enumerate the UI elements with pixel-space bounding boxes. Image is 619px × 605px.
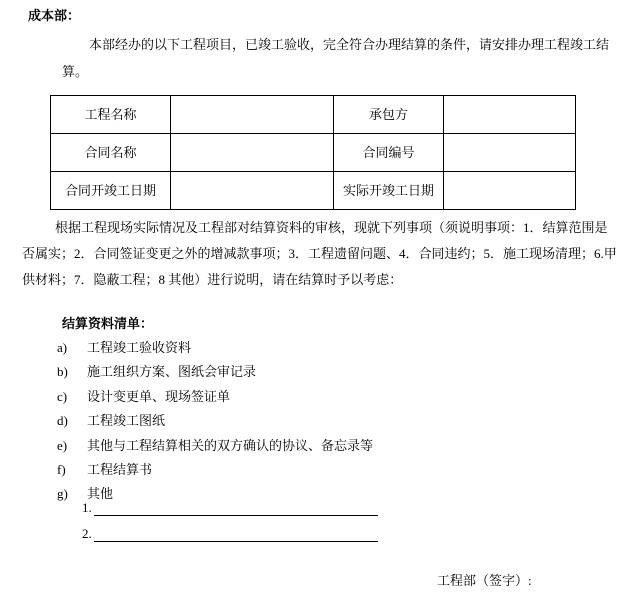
- checklist-item-d-marker: d): [57, 413, 68, 428]
- value-actual-dates[interactable]: [444, 172, 576, 210]
- checklist-item-b-text: 施工组织方案、图纸会审记录: [87, 364, 257, 379]
- value-contract-number[interactable]: [444, 134, 576, 172]
- checklist-item-c-text: 设计变更单、现场签证单: [87, 389, 231, 404]
- other-blank-1-marker: 1.: [82, 500, 92, 515]
- label-actual-dates: 实际开竣工日期: [334, 172, 444, 210]
- other-blank-2: [82, 527, 378, 542]
- label-project-name: 工程名称: [51, 96, 171, 134]
- checklist-item-b-marker: b): [57, 364, 68, 379]
- department-heading: 成本部：: [28, 8, 81, 23]
- checklist-item-b: [57, 364, 256, 380]
- checklist-item-d: [57, 413, 165, 429]
- intro-line-1: 本部经办的以下工程项目，已竣工验收，完全符合办理结算的条件，请安排办理工程竣工结: [89, 37, 610, 52]
- notes-line-3: 供材料；7．隐蔽工程；8 其他）进行说明，请在结算时予以考虑：: [22, 272, 403, 287]
- label-contract-number: 合同编号: [334, 134, 444, 172]
- label-contract-name: 合同名称: [51, 134, 171, 172]
- table-row-contract: [51, 134, 576, 172]
- other-blank-1-line[interactable]: [94, 501, 378, 516]
- checklist-item-f-marker: f): [57, 462, 66, 477]
- value-contract-name[interactable]: [171, 134, 334, 172]
- checklist-title: 结算资料清单：: [62, 316, 154, 331]
- label-contract-dates: 合同开竣工日期: [51, 172, 171, 210]
- notes-line-2: 否属实；2．合同签证变更之外的增减款事项；3．工程遗留问题、4．合同违约；5．施工现场清理；6.甲: [22, 246, 617, 261]
- checklist-item-f: [57, 462, 152, 478]
- checklist-item-c-marker: c): [57, 389, 68, 404]
- settlement-info-table: [50, 95, 576, 210]
- value-contractor[interactable]: [444, 96, 576, 134]
- checklist-item-e-marker: e): [57, 438, 68, 453]
- label-contractor: 承包方: [334, 96, 444, 134]
- notes-line-1: 根据工程现场实际情况及工程部对结算资料的审核，现就下列事项（须说明事项：1．结算范围是: [55, 220, 608, 235]
- checklist-item-a-marker: a): [57, 340, 68, 355]
- checklist-item-f-text: 工程结算书: [87, 462, 153, 477]
- checklist-item-e: [57, 438, 373, 454]
- checklist-item-e-text: 其他与工程结算相关的双方确认的协议、备忘录等: [87, 438, 374, 453]
- checklist-item-g-text: 其他: [87, 486, 114, 501]
- table-row-dates: [51, 172, 576, 210]
- table-row-project: [51, 96, 576, 134]
- other-blank-2-line[interactable]: [94, 527, 378, 542]
- checklist-item-a: [57, 340, 191, 356]
- other-blank-1: [82, 501, 378, 516]
- checklist-item-a-text: 工程竣工验收资料: [87, 340, 192, 355]
- signature-label: 工程部（签字）:: [437, 573, 532, 588]
- checklist-item-c: [57, 389, 230, 405]
- intro-line-2: 算。: [62, 64, 89, 79]
- checklist-item-d-text: 工程竣工图纸: [87, 413, 166, 428]
- value-project-name[interactable]: [171, 96, 334, 134]
- checklist-item-g-marker: g): [57, 486, 68, 501]
- other-blank-2-marker: 2.: [82, 526, 92, 541]
- value-contract-dates[interactable]: [171, 172, 334, 210]
